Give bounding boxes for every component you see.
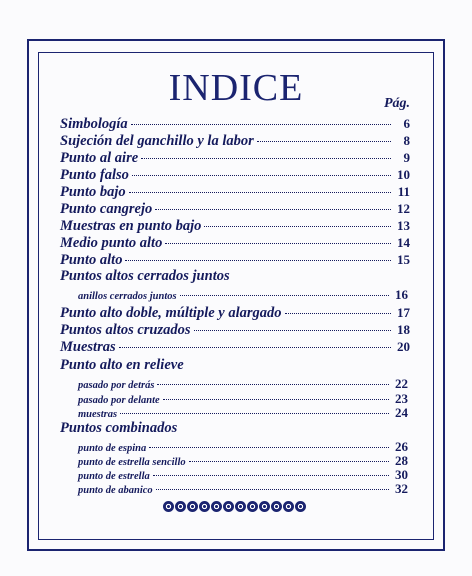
toc-subentry-abanico[interactable]: [78, 481, 408, 497]
toc-entry-punto-alto[interactable]: [60, 252, 410, 269]
toc-section-puntos-combinados[interactable]: [60, 420, 410, 437]
dot-leader: [163, 399, 389, 400]
dot-leader: [132, 175, 391, 176]
toc-entry-page: 24: [395, 405, 408, 420]
toc-entry-label: Punto alto: [60, 252, 123, 268]
dot-leader: [153, 475, 389, 476]
dot-leader: [120, 413, 389, 414]
toc-subentry-muestras[interactable]: [78, 405, 408, 421]
toc-entry-page: 17: [397, 305, 410, 320]
dot-leader: [131, 124, 391, 125]
rosette-icon: [271, 501, 282, 512]
rosette-icon: [283, 501, 294, 512]
toc-entry-label: Muestras en punto bajo: [60, 218, 202, 234]
toc-section-label: Puntos combinados: [60, 420, 178, 436]
toc-entry-label: Sujeción del ganchillo y la labor: [60, 133, 254, 149]
toc-entry-label: anillos cerrados juntos: [78, 291, 177, 302]
toc-entry-label: Puntos altos cruzados: [60, 322, 191, 338]
rosette-icon: [295, 501, 306, 512]
toc-entry-label: Punto cangrejo: [60, 201, 153, 217]
dot-leader: [157, 384, 389, 385]
toc-section-label: Punto alto en relieve: [60, 357, 184, 373]
toc-subentry-pasado-detras[interactable]: [78, 376, 408, 392]
toc-entry-muestras[interactable]: [60, 339, 410, 356]
rosette-icon: [211, 501, 222, 512]
toc-entry-label: Punto bajo: [60, 184, 126, 200]
toc-entry-page: 18: [397, 322, 410, 337]
toc-entry-label: Medio punto alto: [60, 235, 163, 251]
toc-subentry-anillos[interactable]: [78, 287, 408, 303]
toc-section-puntos-altos-cerrados[interactable]: [60, 268, 410, 285]
decorative-rosette-border: [163, 501, 306, 512]
toc-entry-label: muestras: [78, 409, 118, 420]
rosette-icon: [187, 501, 198, 512]
toc-entry-punto-cangrejo[interactable]: [60, 201, 410, 218]
toc-entry-label: punto de estrella sencillo: [78, 457, 186, 468]
toc-entry-page: 13: [397, 218, 410, 233]
dot-leader: [194, 330, 391, 331]
dot-leader: [165, 243, 391, 244]
dot-leader: [155, 209, 391, 210]
page-title: INDICE: [168, 67, 304, 109]
dot-leader: [149, 447, 389, 448]
dot-leader: [204, 226, 391, 227]
toc-entry-label: Punto alto doble, múltiple y alargado: [60, 305, 282, 321]
toc-entry-page: 8: [403, 133, 410, 148]
dot-leader: [156, 489, 389, 490]
rosette-icon: [175, 501, 186, 512]
toc-entry-label: pasado por detrás: [78, 380, 155, 391]
toc-entry-page: 6: [403, 116, 410, 131]
dot-leader: [257, 141, 391, 142]
dot-leader: [119, 347, 391, 348]
toc-entry-simbologia[interactable]: [60, 116, 410, 133]
rosette-icon: [199, 501, 210, 512]
rosette-icon: [235, 501, 246, 512]
dot-leader: [180, 295, 389, 296]
dot-leader: [285, 313, 391, 314]
toc-entry-label: punto de estrella: [78, 471, 150, 482]
page-column-header: Pág.: [384, 96, 411, 111]
toc-entry-page: 28: [395, 453, 408, 468]
dot-leader: [125, 260, 391, 261]
toc-entry-medio-punto-alto[interactable]: [60, 235, 410, 252]
toc-entry-punto-al-aire[interactable]: [60, 150, 410, 167]
rosette-icon: [259, 501, 270, 512]
dot-leader: [141, 158, 391, 159]
toc-entry-puntos-altos-cruzados[interactable]: [60, 322, 410, 339]
toc-entry-page: 30: [395, 467, 408, 482]
toc-entry-label: Simbología: [60, 116, 128, 132]
toc-entry-muestras-punto-bajo[interactable]: [60, 218, 410, 235]
toc-entry-page: 22: [395, 376, 408, 391]
toc-entry-label: Punto falso: [60, 167, 129, 183]
toc-entry-page: 20: [397, 339, 410, 354]
rosette-icon: [223, 501, 234, 512]
toc-entry-label: Punto al aire: [60, 150, 139, 166]
toc-section-label: Puntos altos cerrados juntos: [60, 268, 230, 284]
toc-section-punto-alto-relieve[interactable]: [60, 357, 410, 374]
toc-entry-label: punto de abanico: [78, 485, 153, 496]
toc-entry-page: 15: [397, 252, 410, 267]
toc-entry-page: 11: [397, 184, 410, 199]
toc-entry-punto-falso[interactable]: [60, 167, 410, 184]
toc-entry-sujecion[interactable]: [60, 133, 410, 150]
toc-entry-page: 23: [395, 391, 408, 406]
toc-entry-label: Muestras: [60, 339, 116, 355]
toc-entry-page: 26: [395, 439, 408, 454]
rosette-icon: [247, 501, 258, 512]
toc-entry-label: pasado por delante: [78, 395, 160, 406]
dot-leader: [129, 192, 391, 193]
toc-entry-page: 12: [397, 201, 410, 216]
rosette-icon: [163, 501, 174, 512]
toc-entry-label: punto de espina: [78, 443, 147, 454]
dot-leader: [189, 461, 389, 462]
toc-entry-page: 9: [403, 150, 410, 165]
toc-entry-page: 16: [395, 287, 408, 302]
toc-entry-page: 14: [397, 235, 410, 250]
toc-entry-punto-alto-doble[interactable]: [60, 305, 410, 322]
toc-entry-page: 32: [395, 481, 408, 496]
toc-entry-punto-bajo[interactable]: [60, 184, 410, 201]
toc-entry-page: 10: [397, 167, 410, 182]
